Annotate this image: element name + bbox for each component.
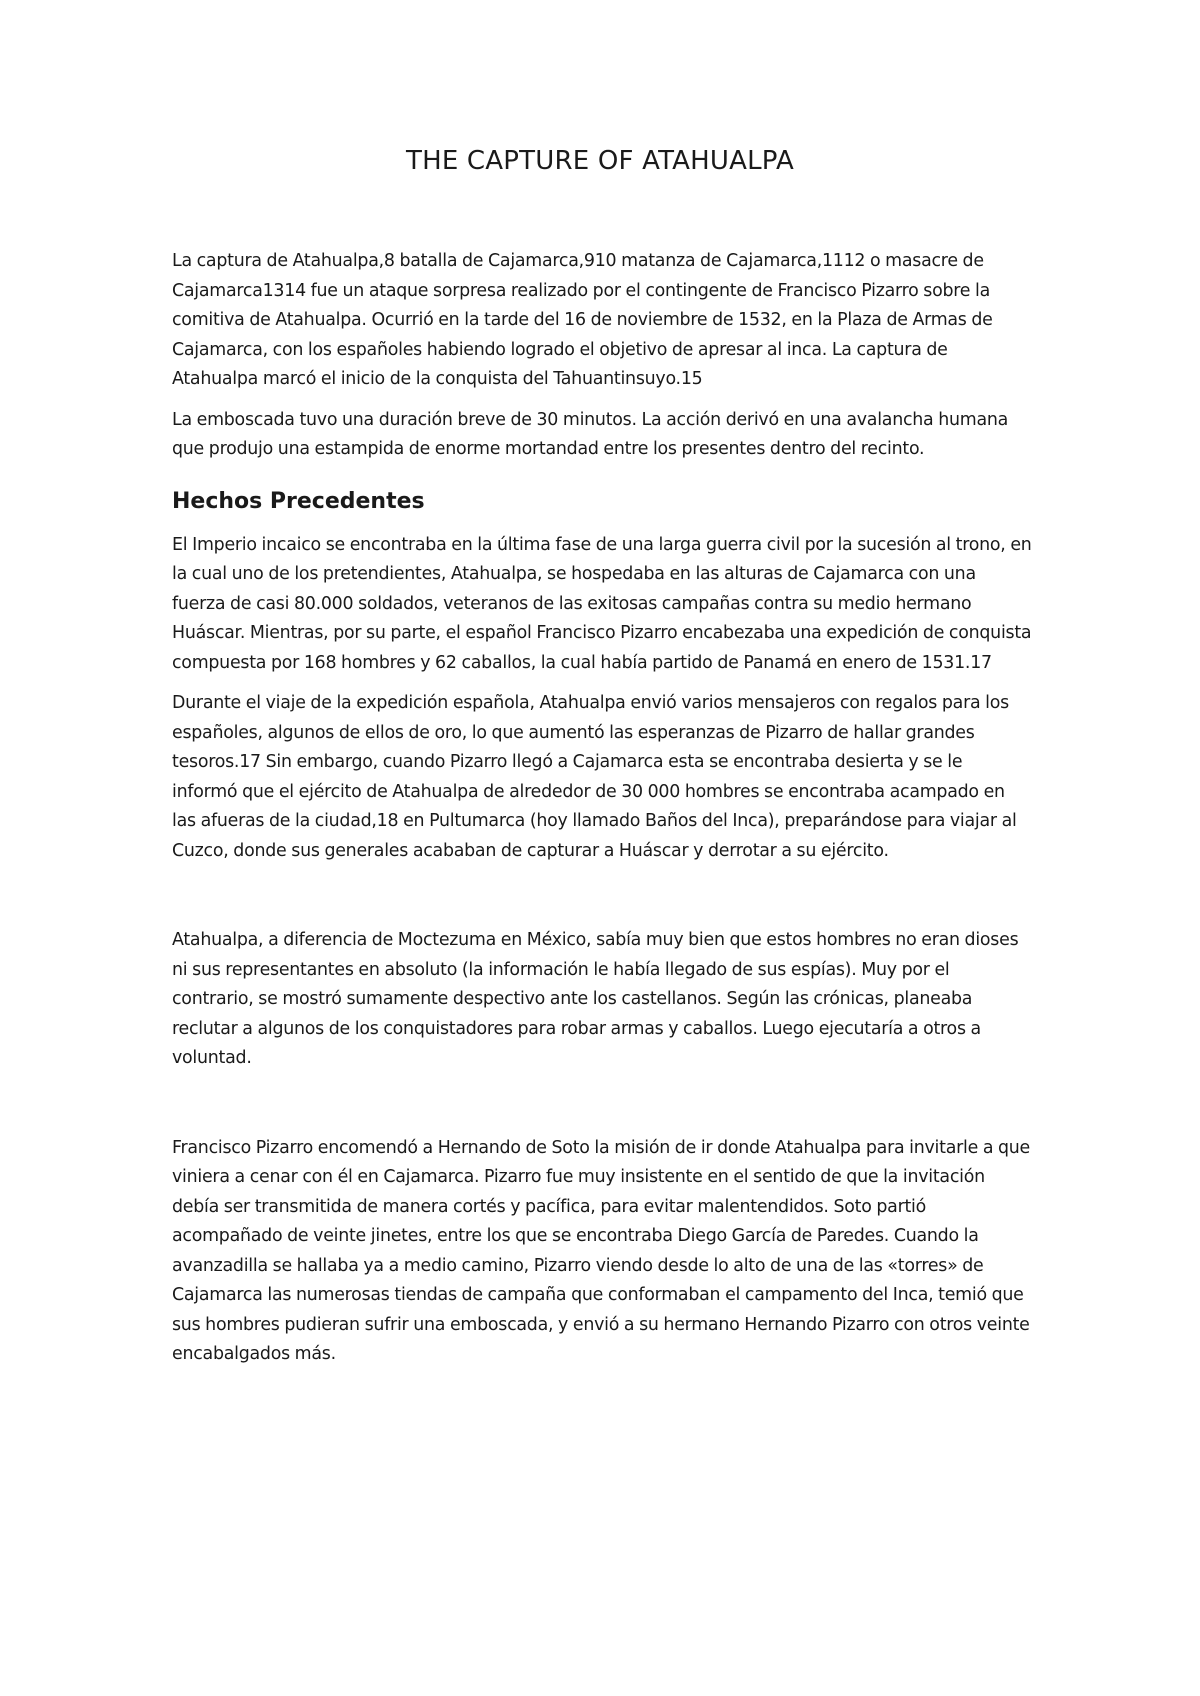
- paragraph: La captura de Atahualpa,8 batalla de Cajamarca,910 matanza de Cajamarca,1112 o masacre de Cajamarca1314 fue un ataque sorpresa realizado por el contingente de Francisco Pizarro sobre la comitiva de Atahualpa. Ocurrió en la tarde del 16 de noviembre de 1532, en la Plaza de Armas de Cajamarca, con los españoles habiendo logrado el objetivo de apresar al inca. La captura de Atahualpa marcó el inicio de la conquista del Tahuantinsuyo.15: [172, 251, 993, 389]
- paragraph: Durante el viaje de la expedición española, Atahualpa envió varios mensajeros con regalos para los españoles, algunos de ellos de oro, lo que aumentó las esperanzas de Pizarro de hallar grandes tesoros.17 Sin embargo, cuando Pizarro llegó a Cajamarca esta se encontraba desierta y se le informó que el ejército de Atahualpa de alrededor de 30 000 hombres se encontraba acampado en las afueras de la ciudad,18 en Pultumarca (hoy llamado Baños del Inca), preparándose para viajar al Cuzco, donde sus generales acababan de capturar a Huáscar y derrotar a su ejército.: [172, 693, 1017, 861]
- section-heading: Hechos Precedentes: [172, 488, 425, 514]
- paragraph: Francisco Pizarro encomendó a Hernando de Soto la misión de ir donde Atahualpa para invitarle a que viniera a cenar con él en Cajamarca. Pizarro fue muy insistente en el sentido de que la invitación debía ser transmitida de manera cortés y pacífica, para evitar malentendidos. Soto partió acompañado de veinte jinetes, entre los que se encontraba Diego García de Paredes. Cuando la avanzadilla se hallaba ya a medio camino, Pizarro viendo desde lo alto de una de las «torres» de Cajamarca las numerosas tiendas de campaña que conformaban el campamento del Inca, temió que sus hombres pudieran sufrir una emboscada, y envió a su hermano Hernando Pizarro con otros veinte encabalgados más.: [172, 1137, 1031, 1364]
- document-body: [172, 247, 1032, 1370]
- document-title: THE CAPTURE OF ATAHUALPA: [406, 146, 794, 176]
- paragraph: La emboscada tuvo una duración breve de 30 minutos. La acción derivó en una avalancha humana que produjo una estampida de enorme mortandad entre los presentes dentro del recinto.: [172, 409, 1009, 459]
- paragraph: El Imperio incaico se encontraba en la última fase de una larga guerra civil por la sucesión al trono, en la cual uno de los pretendientes, Atahualpa, se hospedaba en las alturas de Cajamarca con una fuerza de casi 80.000 soldados, veteranos de las exitosas campañas contra su medio hermano Huáscar. Mientras, por su parte, el español Francisco Pizarro encabezaba una expedición de conquista compuesta por 168 hombres y 62 caballos, la cual había partido de Panamá en enero de 1531.17: [172, 534, 1032, 673]
- paragraph: Atahualpa, a diferencia de Moctezuma en México, sabía muy bien que estos hombres no eran dioses ni sus representantes en absoluto (la información le había llegado de sus espías). Muy por el contrario, se mostró sumamente despectivo ante los castellanos. Según las crónicas, planeaba reclutar a algunos de los conquistadores para robar armas y caballos. Luego ejecutaría a otros a voluntad.: [172, 930, 1019, 1068]
